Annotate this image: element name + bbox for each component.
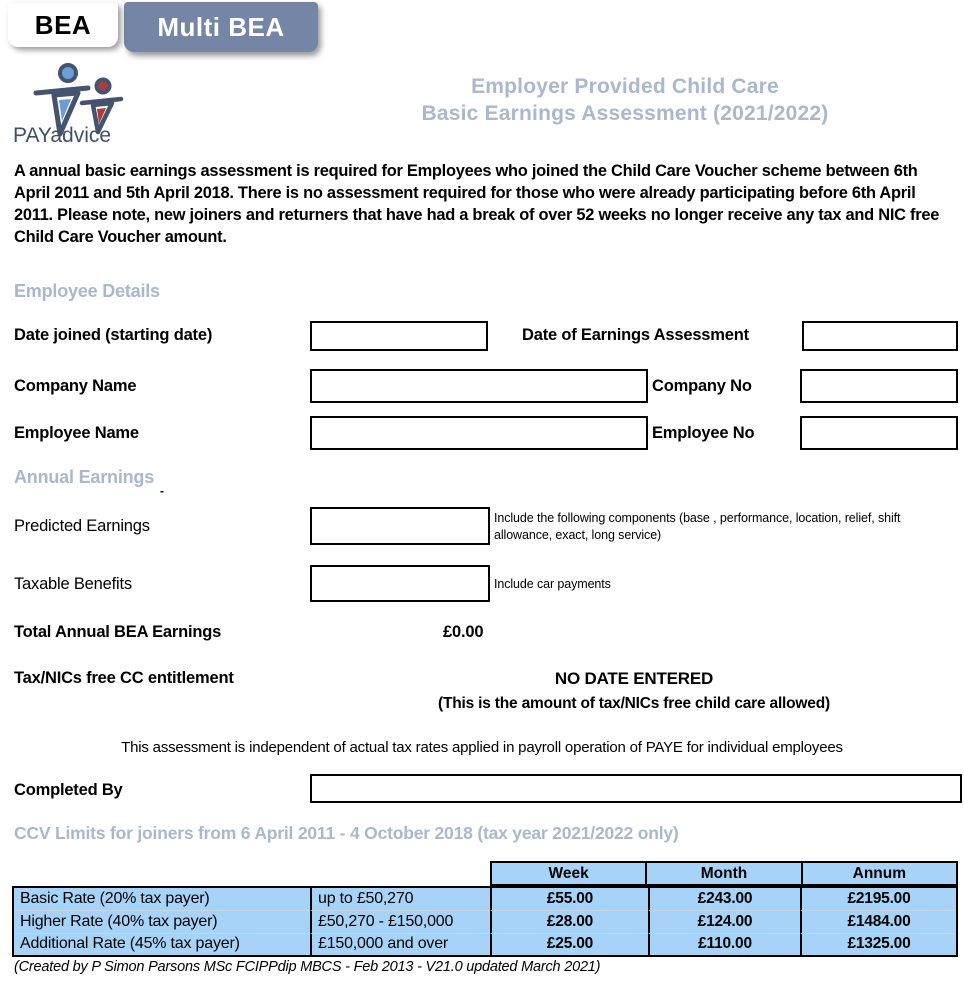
- annual-earnings-heading: Annual Earnings: [14, 467, 155, 487]
- table-row-basic-rate-label: Basic Rate (20% tax payer): [14, 888, 310, 910]
- company-name-label: Company Name: [14, 377, 137, 395]
- stray-mark: -: [160, 484, 164, 498]
- table-row-higher-annum: £1484.00: [800, 910, 956, 932]
- payadvice-wordmark: PAYadvice: [13, 124, 112, 147]
- company-name-input[interactable]: [310, 369, 648, 403]
- predicted-earnings-label: Predicted Earnings: [14, 517, 150, 535]
- predicted-earnings-note: Include the following components (base , performance, location, relief, shift allowance, exact, long service): [494, 511, 901, 542]
- table-row-additional-month: £110.00: [648, 933, 800, 955]
- table-row-higher-rate-label: Higher Rate (40% tax payer): [14, 910, 310, 932]
- table-row-higher-band: £50,270 - £150,000: [310, 910, 490, 932]
- tab-multi-bea[interactable]: Multi BEA: [124, 2, 318, 52]
- ccv-table-header-row: [490, 861, 958, 886]
- company-no-label: Company No: [652, 377, 752, 395]
- taxable-benefits-input[interactable]: [310, 565, 490, 602]
- tab-bea[interactable]: BEA: [8, 3, 118, 47]
- completed-by-label: Completed By: [14, 781, 123, 799]
- date-joined-label: Date joined (starting date): [14, 326, 213, 344]
- date-assessment-label: Date of Earnings Assessment: [522, 326, 749, 344]
- intro-paragraph: A annual basic earnings assessment is required for Employees who joined the Child Care Voucher scheme between 6th April 2011 and 5th April 2018. There is no assessment required for those who were already participating before 6th April 2011. Please note, new joiners and returners that have had a break of over 52 weeks no longer receive any tax and NIC free Child Care Voucher amount.: [14, 162, 940, 246]
- completed-by-input[interactable]: [310, 774, 962, 803]
- taxable-benefits-note: Include car payments: [494, 577, 611, 591]
- table-row-additional-band: £150,000 and over: [310, 933, 490, 955]
- employee-name-label: Employee Name: [14, 424, 139, 442]
- total-earnings-label: Total Annual BEA Earnings: [14, 623, 222, 641]
- taxable-benefits-label: Taxable Benefits: [14, 575, 132, 593]
- employee-name-input[interactable]: [310, 416, 648, 450]
- ccv-header-month: Month: [645, 863, 800, 884]
- table-row-basic-band: up to £50,270: [310, 888, 490, 910]
- employee-no-input[interactable]: [800, 416, 958, 450]
- date-joined-input[interactable]: [310, 321, 488, 351]
- table-row-additional-week: £25.00: [490, 933, 648, 955]
- ccv-table-body: [12, 886, 958, 957]
- table-row-additional-rate-label: Additional Rate (45% tax payer): [14, 933, 310, 955]
- company-no-input[interactable]: [800, 369, 958, 403]
- page-title-line2: Basic Earnings Assessment (2021/2022): [421, 102, 829, 125]
- assessment-disclaimer: This assessment is independent of actual tax rates applied in payroll operation of PAYE for individual employees: [121, 739, 843, 756]
- table-row-higher-month: £124.00: [648, 910, 800, 932]
- table-row-additional-annum: £1325.00: [800, 933, 956, 955]
- table-row-basic-week: £55.00: [490, 888, 648, 910]
- employee-details-heading: Employee Details: [14, 281, 160, 301]
- date-assessment-input[interactable]: [802, 321, 958, 351]
- table-row-higher-week: £28.00: [490, 910, 648, 932]
- ccv-header-week: Week: [548, 864, 589, 882]
- cc-entitlement-value: NO DATE ENTERED: [554, 669, 714, 688]
- page-title: [310, 73, 940, 127]
- ccv-limits-heading: CCV Limits for joiners from 6 April 2011 - 4 October 2018 (tax year 2021/2022 only): [14, 823, 679, 843]
- ccv-header-annum: Annum: [801, 863, 956, 884]
- table-row-basic-month: £243.00: [648, 888, 800, 910]
- table-row-basic-annum: £2195.00: [800, 888, 956, 910]
- predicted-earnings-input[interactable]: [310, 507, 490, 545]
- total-earnings-value: £0.00: [443, 623, 484, 641]
- page-title-line1: Employer Provided Child Care: [471, 75, 779, 98]
- cc-entitlement-note: (This is the amount of tax/NICs free child care allowed): [438, 695, 830, 712]
- cc-entitlement-label: Tax/NICs free CC entitlement: [14, 669, 234, 687]
- employee-no-label: Employee No: [652, 424, 755, 442]
- credits-footer: (Created by P Simon Parsons MSc FCIPPdip MBCS - Feb 2013 - V21.0 updated March 2021): [14, 959, 601, 975]
